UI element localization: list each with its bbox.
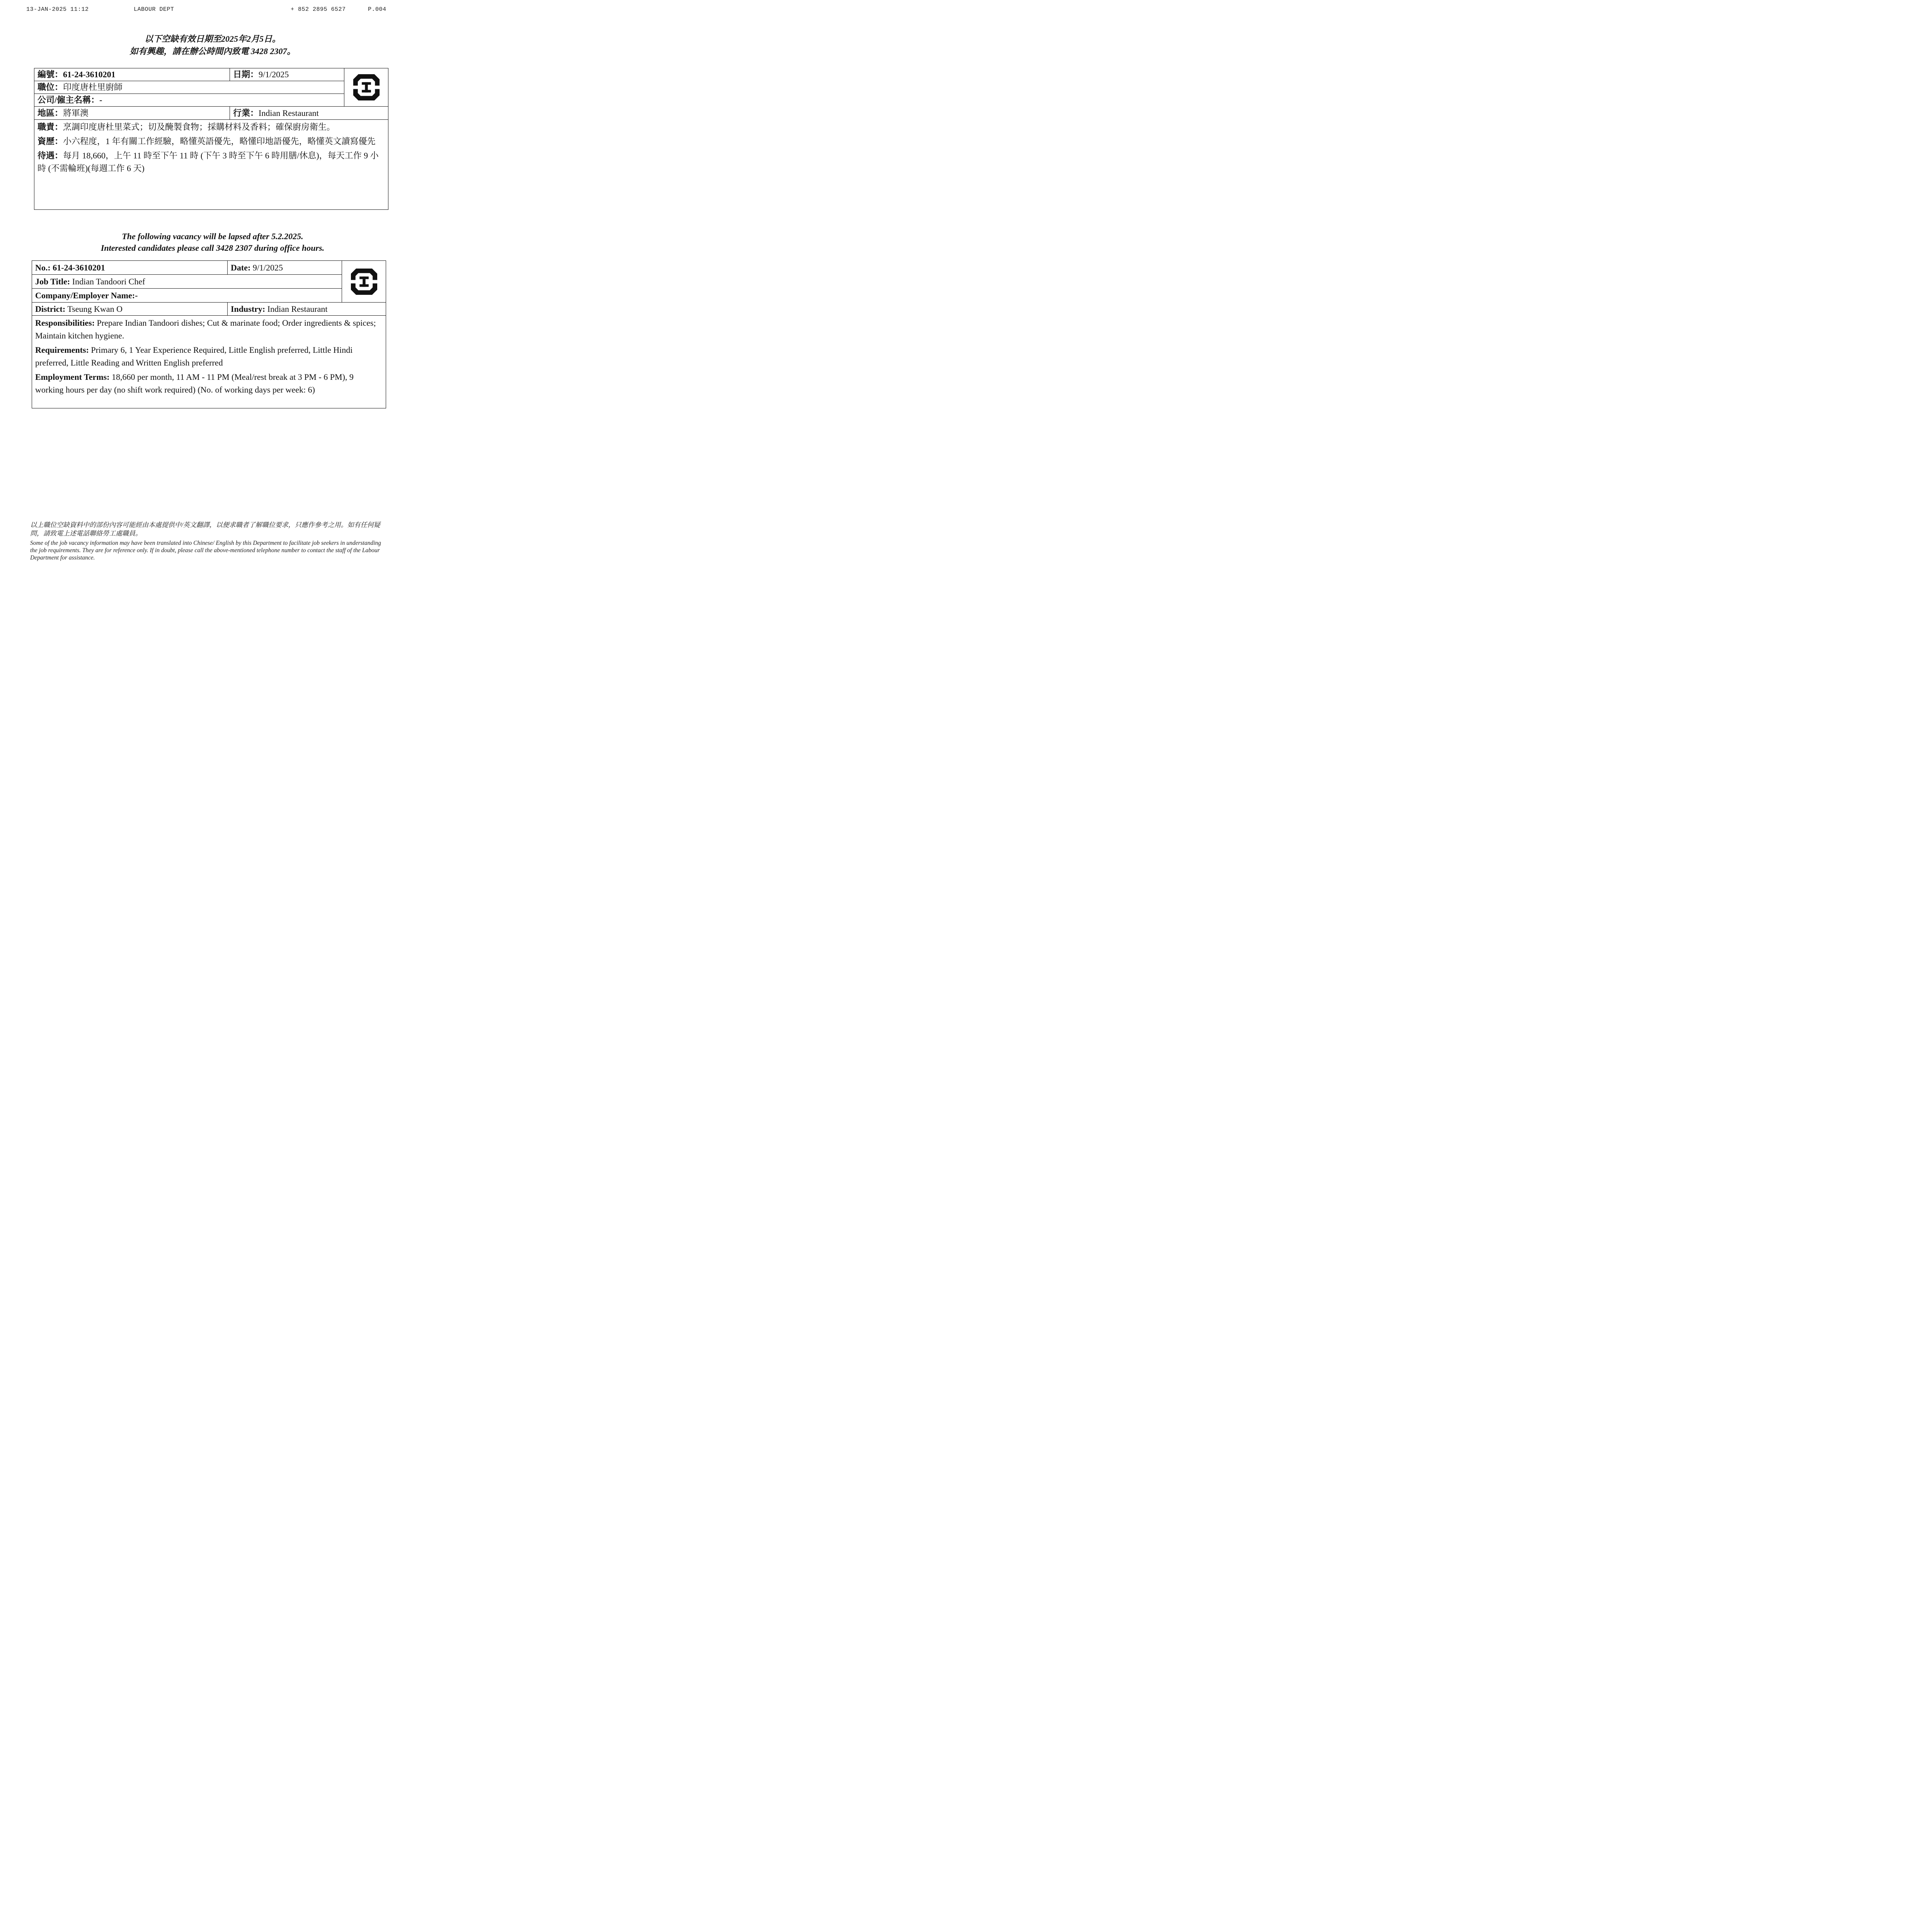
en-title-value: Indian Tandoori Chef [72,276,145,286]
en-industry-label: Industry: [231,304,266,314]
en-terms-label: Employment Terms: [35,372,110,382]
fax-phone: + 852 2895 6527 [291,6,346,13]
labour-department-logo-icon [352,73,381,102]
en-requirements [35,344,383,369]
en-date-cell [228,261,342,275]
en-logo-cell [342,261,386,303]
footer-disclaimer [30,521,384,561]
zh-resp-label: 職責： [37,122,63,132]
en-no-label: No.: [35,262,51,272]
zh-terms [37,149,385,175]
zh-title-label: 職位： [37,82,63,92]
zh-notice-line2: 如有興趣，請在辦公時間內致電 3428 2307。 [129,46,296,56]
footer-disclaimer-zh: 以上職位空缺資料中的部份內容可能經由本處提供中/英文翻譯，以便求職者了解職位要求，只應作參考之用。如有任何疑問，請致電上述電話聯絡勞工處職員。 [30,521,380,537]
en-responsibilities [35,316,383,342]
zh-title-value: 印度唐杜里廚師 [63,82,123,92]
en-vacancy-table [32,260,386,408]
en-district-cell [32,303,228,316]
zh-district-label: 地區： [37,108,63,118]
zh-company-cell [34,94,344,107]
en-title-cell [32,275,342,289]
zh-date-cell [230,68,344,81]
en-resp-label: Responsibilities: [35,318,95,328]
footer-disclaimer-en: Some of the job vacancy information may have been translated into Chinese/ English by this Department to facilitate job seekers in understanding the job requirements. They are for reference only. If in doubt, please call the above-mentioned telephone number to contact the staff of the Labour Department for assistance. [30,540,381,561]
zh-district-cell [34,107,230,120]
zh-industry-cell [230,107,388,120]
en-notice-line1: The following vacancy will be lapsed after 5.2.2025. [122,231,303,241]
en-company-value: - [135,290,138,300]
zh-company-value: - [99,95,102,105]
en-title-label: Job Title: [35,276,70,286]
zh-date-label: 日期： [233,70,259,79]
en-district-label: District: [35,304,66,314]
en-req-value: Primary 6, 1 Year Experience Required, Little English preferred, Little Hindi preferred, Little Reading and Written English preferred [35,345,353,367]
labour-department-logo-icon [350,267,378,296]
fax-page: P.004 [368,6,386,13]
en-company-cell [32,289,342,303]
zh-req-value: 小六程度，1 年有關工作經驗，略懂英語優先，略懂印地語優先，略懂英文讀寫優先 [63,136,376,146]
en-industry-value: Indian Restaurant [267,304,328,314]
zh-date-value: 9/1/2025 [259,70,289,79]
en-terms-value: 18,660 per month, 11 AM - 11 PM (Meal/rest break at 3 PM - 6 PM), 9 working hours per day (no shift work required) (No. of working days per week: 6) [35,372,354,395]
en-resp-value: Prepare Indian Tandoori dishes; Cut & marinate food; Order ingredients & spices; Maintain kitchen hygiene. [35,318,376,340]
en-no-value: 61-24-3610201 [53,262,105,272]
zh-req-label: 資歷： [37,136,63,146]
zh-terms-value: 每月 18,660，上午 11 時至下午 11 時 (下午 3 時至下午 6 時用膳/休息)，每天工作 9 小時 (不需輪班)(每週工作 6 天) [37,151,379,173]
zh-details-cell [34,120,388,210]
zh-vacancy-table [34,68,388,210]
en-industry-cell [228,303,386,316]
fax-datetime: 13-JAN-2025 11:12 [26,6,89,13]
zh-resp-value: 烹調印度唐杜里菜式；切及醃製食物；採購材料及香料；確保廚房衛生。 [63,122,335,132]
zh-district-value: 將軍澳 [63,108,89,118]
en-details-cell [32,316,386,408]
zh-logo-cell [344,68,388,107]
en-no-cell [32,261,228,275]
zh-no-value: 61-24-3610201 [63,70,116,79]
en-company-label: Company/Employer Name: [35,290,135,300]
en-district-value: Tseung Kwan O [67,304,123,314]
zh-title-cell [34,81,344,94]
zh-notice-line1: 以下空缺有效日期至2025年2月5日。 [144,34,281,44]
zh-no-cell [34,68,230,81]
zh-industry-value: Indian Restaurant [259,108,319,118]
zh-requirements [37,135,385,148]
zh-no-label: 編號： [37,70,63,79]
fax-sender: LABOUR DEPT [134,6,174,13]
en-terms [35,371,383,396]
en-date-label: Date: [231,262,251,272]
en-date-value: 9/1/2025 [252,262,283,272]
zh-terms-label: 待遇： [37,151,63,160]
zh-industry-label: 行業： [233,108,259,118]
en-notice-line2: Interested candidates please call 3428 2307 during office hours. [100,243,325,253]
en-req-label: Requirements: [35,345,89,355]
zh-company-label: 公司/僱主名稱： [37,95,100,105]
zh-responsibilities [37,121,385,133]
